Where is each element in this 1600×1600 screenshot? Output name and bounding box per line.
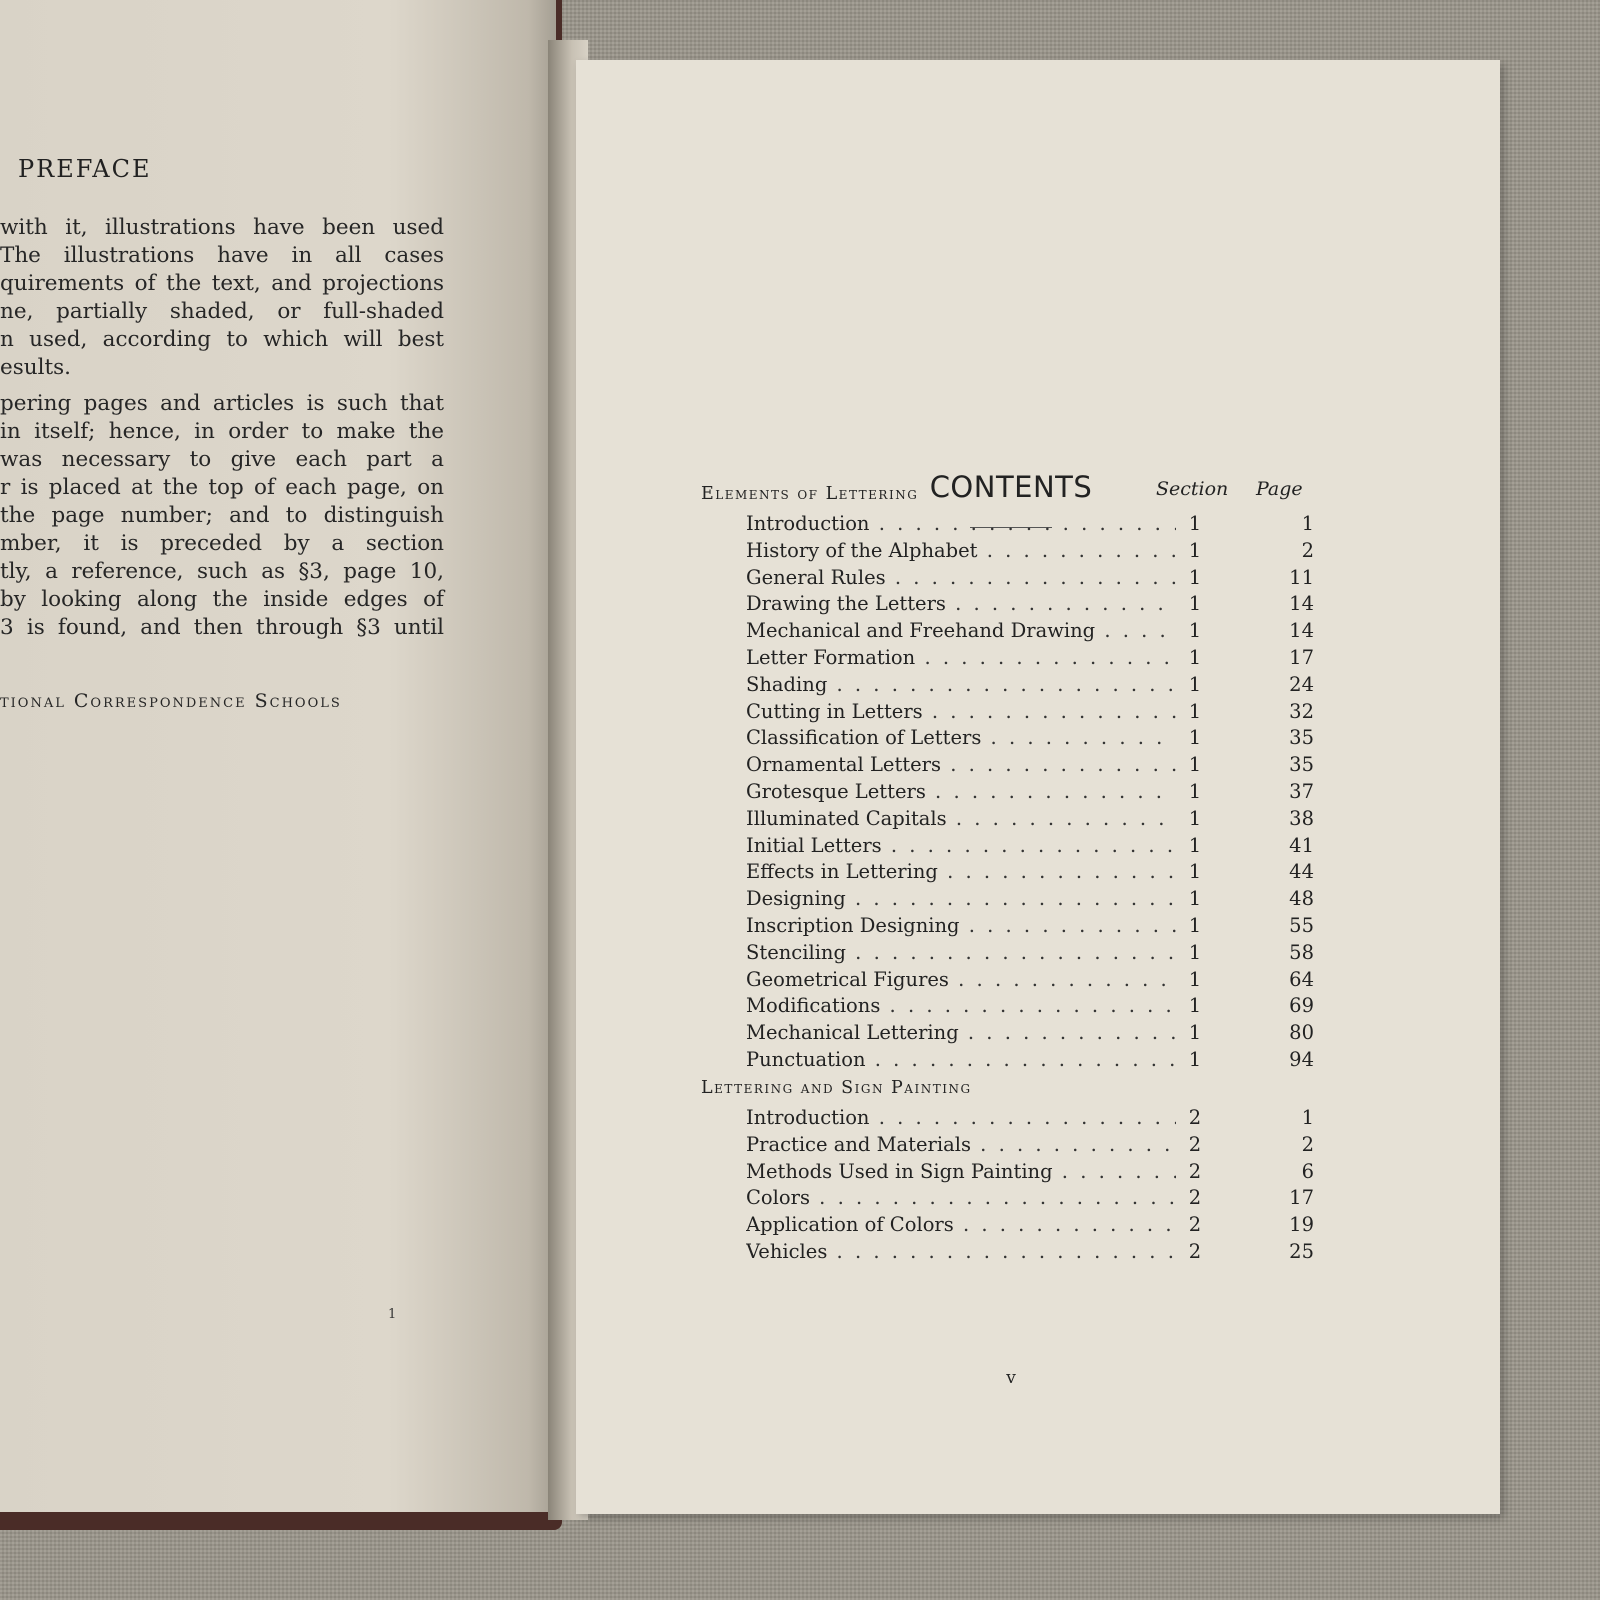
entry-page: 38 xyxy=(1289,807,1314,830)
entry-title: Mechanical Lettering . . . xyxy=(746,1021,1176,1044)
entry-title: Stenciling . . . xyxy=(746,941,1176,964)
entry-title: Modifications . . . xyxy=(746,994,1176,1017)
entry-page: 44 xyxy=(1289,860,1314,883)
preface-signature: tional Correspondence Schools xyxy=(0,690,342,712)
entry-title: Colors . . . xyxy=(746,1186,1176,1209)
toc-entry xyxy=(746,1048,1326,1074)
left-page-number: 1 xyxy=(388,1307,397,1322)
left-page xyxy=(0,0,556,1512)
entry-page: 35 xyxy=(1289,726,1314,749)
section-heading: Lettering and Sign Painting xyxy=(701,1078,972,1098)
entry-section: 2 xyxy=(1188,1133,1202,1156)
preface-line: in itself; hence, in order to make the xyxy=(0,419,444,444)
entry-title: Geometrical Figures . . . xyxy=(746,968,1176,991)
page-column-header: Page xyxy=(1256,478,1303,500)
entry-section: 1 xyxy=(1188,914,1202,937)
toc-entry xyxy=(746,592,1326,618)
entry-section: 1 xyxy=(1188,646,1202,669)
entry-page: 32 xyxy=(1289,700,1314,723)
entry-section: 2 xyxy=(1188,1186,1202,1209)
toc-entry xyxy=(746,780,1326,806)
toc-entry xyxy=(746,914,1326,940)
preface-line: esults. xyxy=(0,355,71,380)
entry-section: 1 xyxy=(1188,887,1202,910)
section-heading: Elements of Lettering xyxy=(701,484,919,504)
entry-title: Vehicles . . . xyxy=(746,1240,1176,1263)
entry-title: Effects in Lettering . . . xyxy=(746,860,1176,883)
entry-title: Shading . . . xyxy=(746,673,1176,696)
entry-title: Punctuation . . . xyxy=(746,1048,1176,1071)
entry-page: 19 xyxy=(1289,1213,1314,1236)
entry-page: 64 xyxy=(1289,968,1314,991)
entry-page: 2 xyxy=(1301,1133,1314,1156)
toc-entry xyxy=(746,1213,1326,1239)
entry-title: General Rules . . . xyxy=(746,566,1176,589)
toc-entry xyxy=(746,1133,1326,1159)
toc-entry xyxy=(746,1106,1326,1132)
entry-section: 1 xyxy=(1188,834,1202,857)
toc-entry xyxy=(746,700,1326,726)
entry-page: 17 xyxy=(1289,646,1314,669)
toc-entry xyxy=(746,994,1326,1020)
toc-entry xyxy=(746,968,1326,994)
entry-section: 1 xyxy=(1188,619,1202,642)
entry-page: 80 xyxy=(1289,1021,1314,1044)
entry-section: 1 xyxy=(1188,968,1202,991)
entry-page: 55 xyxy=(1289,914,1314,937)
entry-page: 48 xyxy=(1289,887,1314,910)
entry-section: 1 xyxy=(1188,1048,1202,1071)
toc-entry xyxy=(746,566,1326,592)
preface-line: r is placed at the top of each page, on xyxy=(0,475,444,500)
entry-section: 1 xyxy=(1188,807,1202,830)
entry-title: Drawing the Letters . . . xyxy=(746,592,1176,615)
entry-page: 11 xyxy=(1289,566,1314,589)
toc-entry xyxy=(746,807,1326,833)
preface-line: quirements of the text, and projections xyxy=(0,271,444,296)
entry-title: Mechanical and Freehand Drawing . . . xyxy=(746,619,1176,642)
toc-entry xyxy=(746,860,1326,886)
toc-entry xyxy=(746,619,1326,645)
entry-page: 25 xyxy=(1289,1240,1314,1263)
entry-title: Application of Colors . . . xyxy=(746,1213,1176,1236)
toc-entry xyxy=(746,834,1326,860)
toc-entry xyxy=(746,1240,1326,1266)
toc-entry xyxy=(746,512,1326,538)
right-page xyxy=(576,60,1500,1514)
toc-entry xyxy=(746,887,1326,913)
entry-title: Ornamental Letters . . . xyxy=(746,753,1176,776)
entry-title: Classification of Letters . . . xyxy=(746,726,1176,749)
preface-line: 3 is found, and then through §3 until xyxy=(0,615,444,640)
entry-section: 2 xyxy=(1188,1240,1202,1263)
toc-entry xyxy=(746,646,1326,672)
entry-title: Designing . . . xyxy=(746,887,1176,910)
entry-section: 1 xyxy=(1188,512,1202,535)
entry-title: Cutting in Letters . . . xyxy=(746,700,1176,723)
entry-section: 2 xyxy=(1188,1213,1202,1236)
preface-line: with it, illustrations have been used xyxy=(0,215,444,240)
entry-section: 1 xyxy=(1188,860,1202,883)
entry-title: Grotesque Letters . . . xyxy=(746,780,1176,803)
section-column-header: Section xyxy=(1156,478,1229,500)
entry-page: 1 xyxy=(1301,1106,1314,1129)
preface-line: mber, it is preceded by a section xyxy=(0,531,444,556)
entry-section: 2 xyxy=(1188,1106,1202,1129)
toc-entry xyxy=(746,539,1326,565)
preface-line: ne, partially shaded, or full-shaded xyxy=(0,299,444,324)
contents-title: CONTENTS xyxy=(929,470,1093,504)
entry-section: 1 xyxy=(1188,780,1202,803)
preface-line: n used, according to which will best xyxy=(0,327,444,352)
toc-entry xyxy=(746,726,1326,752)
entry-section: 1 xyxy=(1188,539,1202,562)
preface-line: tly, a reference, such as §3, page 10, xyxy=(0,559,444,584)
entry-section: 1 xyxy=(1188,566,1202,589)
entry-section: 1 xyxy=(1188,673,1202,696)
entry-title: Methods Used in Sign Painting . . . xyxy=(746,1160,1176,1183)
entry-title: Practice and Materials . . . xyxy=(746,1133,1176,1156)
toc-entry xyxy=(746,753,1326,779)
entry-section: 1 xyxy=(1188,994,1202,1017)
entry-title: Introduction . . . xyxy=(746,1106,1176,1129)
entry-title: History of the Alphabet . . . xyxy=(746,539,1176,562)
entry-section: 1 xyxy=(1188,941,1202,964)
preface-title: PREFACE xyxy=(18,155,152,183)
entry-title: Initial Letters . . . xyxy=(746,834,1176,857)
entry-title: Illuminated Capitals . . . xyxy=(746,807,1176,830)
preface-line: pering pages and articles is such that xyxy=(0,391,444,416)
entry-page: 58 xyxy=(1289,941,1314,964)
entry-title: Introduction . . . xyxy=(746,512,1176,535)
entry-section: 1 xyxy=(1188,1021,1202,1044)
entry-page: 2 xyxy=(1301,539,1314,562)
entry-title: Letter Formation . . . xyxy=(746,646,1176,669)
entry-page: 14 xyxy=(1289,592,1314,615)
toc-entry xyxy=(746,1021,1326,1047)
entry-page: 41 xyxy=(1289,834,1314,857)
entry-section: 1 xyxy=(1188,753,1202,776)
preface-line: was necessary to give each part a xyxy=(0,447,444,472)
entry-section: 1 xyxy=(1188,700,1202,723)
toc-entry xyxy=(746,673,1326,699)
entry-page: 17 xyxy=(1289,1186,1314,1209)
entry-page: 94 xyxy=(1289,1048,1314,1071)
entry-page: 37 xyxy=(1289,780,1314,803)
entry-page: 14 xyxy=(1289,619,1314,642)
entry-section: 1 xyxy=(1188,592,1202,615)
entry-page: 1 xyxy=(1301,512,1314,535)
toc-entry xyxy=(746,941,1326,967)
toc-entry xyxy=(746,1160,1326,1186)
entry-page: 6 xyxy=(1301,1160,1314,1183)
entry-page: 24 xyxy=(1289,673,1314,696)
right-page-number: v xyxy=(1006,1368,1016,1388)
entry-section: 2 xyxy=(1188,1160,1202,1183)
entry-section: 1 xyxy=(1188,726,1202,749)
preface-line: The illustrations have in all cases xyxy=(0,243,444,268)
preface-line: by looking along the inside edges of xyxy=(0,587,444,612)
entry-page: 69 xyxy=(1289,994,1314,1017)
entry-page: 35 xyxy=(1289,753,1314,776)
preface-line: the page number; and to distinguish xyxy=(0,503,444,528)
toc-entry xyxy=(746,1186,1326,1212)
entry-title: Inscription Designing . . . xyxy=(746,914,1176,937)
